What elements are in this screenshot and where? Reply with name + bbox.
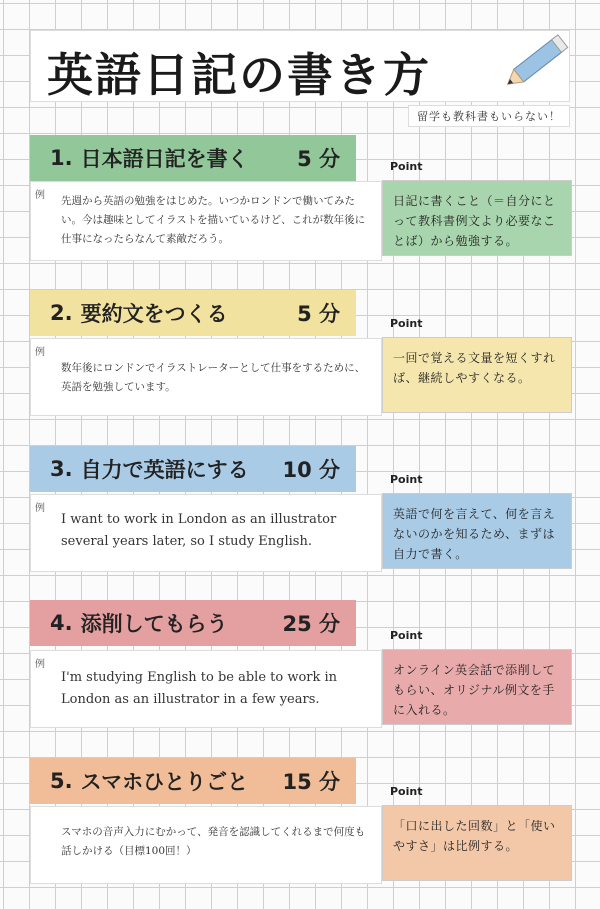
example-mark: 例	[35, 190, 45, 201]
point-label: Point	[390, 473, 423, 486]
step-2-header	[30, 290, 356, 336]
step-time: 5 分	[297, 302, 340, 326]
point-label: Point	[390, 317, 423, 330]
step-title: スマホひとりごと	[80, 770, 249, 794]
step-5-point-box: 「口に出した回数」と「使いやすさ」は比例する。	[382, 805, 572, 881]
step-title: 添削してもらう	[80, 612, 228, 636]
step-time: 5 分	[297, 147, 340, 171]
step-3-example-text: I want to work in London as an illustrator several years later, so I study English.	[61, 512, 337, 549]
point-label: Point	[390, 629, 423, 642]
example-mark: 例	[35, 347, 45, 358]
step-title: 自力で英語にする	[80, 458, 249, 482]
step-title: 要約文をつくる	[80, 302, 228, 326]
step-1-example-box	[30, 181, 382, 261]
step-2-example-box	[30, 338, 382, 416]
step-2-point-box: 一回で覚える文量を短くすれば、継続しやすくなる。	[382, 337, 572, 413]
step-number: 1.	[50, 146, 73, 170]
step-1-example-text: 先週から英語の勉強をはじめた。いつかロンドンで働いてみたい。今は趣味としてイラストを描いているけど、これが数年後に仕事になったらなんて素敵だろう。	[61, 195, 366, 245]
step-number: 4.	[50, 611, 73, 635]
step-5-example-box	[30, 806, 382, 884]
step-2-example-text: 数年後にロンドンでイラストレーターとして仕事をするために、英語を勉強しています。	[61, 362, 366, 393]
step-4-point-box: オンライン英会話で添削してもらい、オリジナル例文を手に入れる。	[382, 649, 572, 725]
step-4-example-box	[30, 650, 382, 728]
point-label: Point	[390, 160, 423, 173]
example-mark: 例	[35, 503, 45, 514]
step-number: 3.	[50, 457, 73, 481]
step-3-header	[30, 446, 356, 492]
step-1-point-box: 日記に書くこと（＝自分にとって教科書例文より必要なことば）から勉強する。	[382, 180, 572, 256]
step-time: 10 分	[282, 458, 340, 482]
step-1-header	[30, 135, 356, 181]
title-box	[30, 30, 570, 102]
step-4-example-text: I'm studying English to be able to work in London as an illustrator in a few years.	[61, 670, 338, 707]
step-4-header	[30, 600, 356, 646]
step-3-example-box	[30, 494, 382, 572]
step-number: 2.	[50, 301, 73, 325]
page-title: 英語日記の書き方	[47, 48, 431, 102]
pencil-icon	[500, 30, 578, 92]
step-5-header	[30, 758, 356, 804]
step-title: 日本語日記を書く	[80, 147, 249, 171]
step-5-example-text: スマホの音声入力にむかって、発音を認識してくれるまで何度も話しかける（目標100回！）	[61, 826, 366, 857]
example-mark: 例	[35, 659, 45, 670]
step-time: 25 分	[282, 612, 340, 636]
subtitle: 留学も教科書もいらない！	[408, 105, 570, 127]
step-3-point-box: 英語で何を言えて、何を言えないのかを知るため、まずは自力で書く。	[382, 493, 572, 569]
step-time: 15 分	[282, 770, 340, 794]
step-number: 5.	[50, 769, 73, 793]
point-label: Point	[390, 785, 423, 798]
